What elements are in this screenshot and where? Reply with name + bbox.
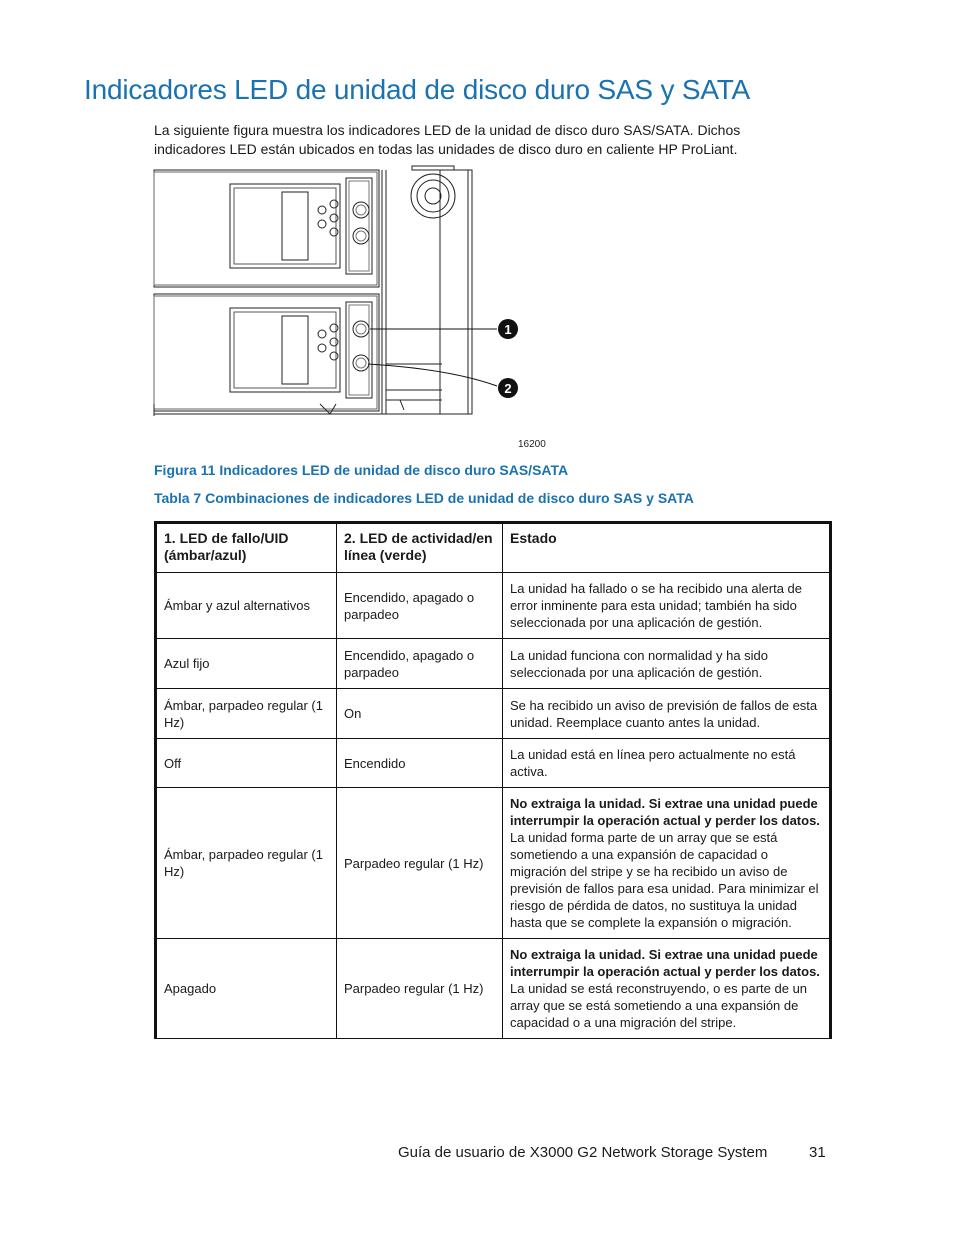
intro-paragraph: La siguiente figura muestra los indicadores LED de la unidad de disco duro SAS/SATA. Dichos indicadores LED están ubicados en todas las unidades de disco duro en caliente HP ProLiant. xyxy=(154,122,741,157)
fault-uid-cell: Apagado xyxy=(156,939,337,1039)
footer-text: Guía de usuario de X3000 G2 Network Storage System xyxy=(398,1144,768,1161)
fault-uid-cell: Ámbar y azul alternativos xyxy=(156,573,337,639)
warning-text: No extraiga la unidad. Si extrae una unidad puede interrumpir la operación actual y perder los datos. xyxy=(510,796,820,828)
activity-cell: Parpadeo regular (1 Hz) xyxy=(337,788,503,939)
table-row xyxy=(156,788,831,939)
activity-cell: Parpadeo regular (1 Hz) xyxy=(337,939,503,1039)
table-row xyxy=(156,939,831,1039)
activity-cell: Encendido xyxy=(337,739,503,788)
fault-uid-cell: Ámbar, parpadeo regular (1 Hz) xyxy=(156,689,337,739)
activity-cell: Encendido, apagado o parpadeo xyxy=(337,639,503,689)
fault-uid-cell: Off xyxy=(156,739,337,788)
fault-uid-cell: Azul fijo xyxy=(156,639,337,689)
table-header-row xyxy=(156,523,831,573)
header-activity-led: 2. LED de actividad/en línea (verde) xyxy=(337,523,503,573)
header-fault-uid-led: 1. LED de fallo/UID (ámbar/azul) xyxy=(156,523,337,573)
status-text: La unidad forma parte de un array que se está sometiendo a una expansión de capacidad o migración del stripe y se ha recibido un aviso de previsión de fallos para esa unidad. Para minimizar el riesgo de pérdida de datos, no sustituya la unidad hasta que se complete la expansión o migración. xyxy=(510,830,819,930)
hard-drive-led-figure xyxy=(150,164,560,454)
table-row xyxy=(156,689,831,739)
table-row xyxy=(156,739,831,788)
warning-text: No extraiga la unidad. Si extrae una unidad puede interrumpir la operación actual y perder los datos. xyxy=(510,947,820,979)
status-cell: La unidad está en línea pero actualmente no está activa. xyxy=(503,739,831,788)
activity-cell: Encendido, apagado o parpadeo xyxy=(337,573,503,639)
callout-2-label: 2 xyxy=(504,381,512,396)
page-number: 31 xyxy=(809,1144,826,1161)
led-combinations-table xyxy=(154,521,832,1039)
status-cell xyxy=(503,939,831,1039)
status-cell: La unidad funciona con normalidad y ha sido seleccionada por una aplicación de gestión. xyxy=(503,639,831,689)
header-status: Estado xyxy=(503,523,831,573)
table-caption: Tabla 7 Combinaciones de indicadores LED de unidad de disco duro SAS y SATA xyxy=(154,490,694,506)
status-text: La unidad se está reconstruyendo, o es parte de un array que se está sometiendo a una expansión de capacidad o a una migración del stripe. xyxy=(510,981,808,1030)
status-cell: Se ha recibido un aviso de previsión de fallos de esta unidad. Reemplace cuanto antes la unidad. xyxy=(503,689,831,739)
callout-1-label: 1 xyxy=(504,322,512,337)
figure-code: 16200 xyxy=(518,439,546,450)
status-cell: La unidad ha fallado o se ha recibido una alerta de error inminente para esta unidad; también ha sido seleccionada por una aplicación de gestión. xyxy=(503,573,831,639)
page-title: Indicadores LED de unidad de disco duro SAS y SATA xyxy=(84,74,751,105)
table-row xyxy=(156,639,831,689)
figure-caption: Figura 11 Indicadores LED de unidad de disco duro SAS/SATA xyxy=(154,462,569,478)
table-row xyxy=(156,573,831,639)
fault-uid-cell: Ámbar, parpadeo regular (1 Hz) xyxy=(156,788,337,939)
activity-cell: On xyxy=(337,689,503,739)
status-cell xyxy=(503,788,831,939)
